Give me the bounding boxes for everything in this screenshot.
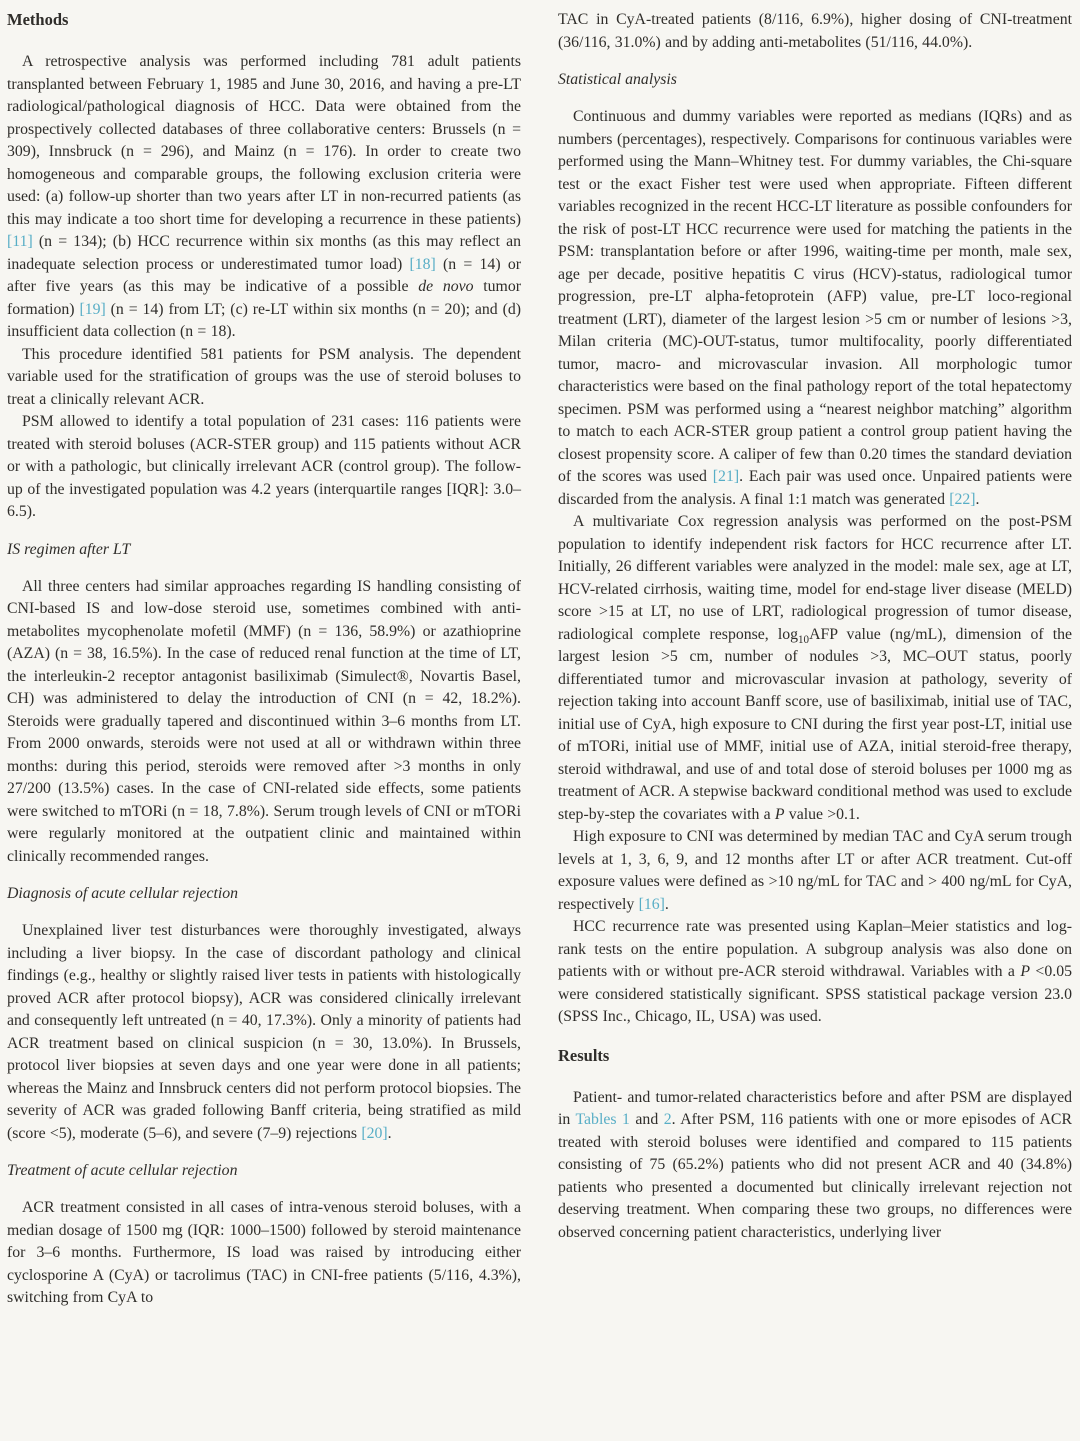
table-link[interactable]: 2 bbox=[663, 1111, 672, 1128]
paragraph bbox=[7, 1197, 521, 1310]
paragraph bbox=[558, 106, 1072, 511]
text-run: . Each pair was used once. Unpaired patients were discarded from the analysis. A final 1:1 match was generated bbox=[558, 468, 1072, 508]
text-run: . bbox=[664, 895, 669, 913]
paragraph bbox=[7, 344, 521, 412]
text-run: and bbox=[629, 1111, 664, 1128]
italic-text: P bbox=[774, 805, 785, 823]
text-run: (n = 14) from LT; (c) re-LT within six months (n = 20); and (d) insufficient data collection (n = 18). bbox=[7, 300, 521, 340]
citation-link[interactable]: [22] bbox=[949, 490, 976, 508]
citation-link[interactable]: [16] bbox=[638, 895, 665, 913]
paragraph bbox=[558, 916, 1072, 1029]
citation-link[interactable]: [18] bbox=[409, 255, 436, 273]
italic-text: de novo bbox=[418, 278, 474, 295]
text-run: (n = 134); (b) HCC recurrence within six months (as this may reflect an inadequate selection process or underestimated tumor load) bbox=[7, 233, 521, 273]
right-column bbox=[558, 9, 1072, 1244]
text-run: PSM allowed to identify a total population of 231 cases: 116 patients were treated with steroid boluses (ACR-STER group) and 115 patients without ACR or with a pathologic, but clinically irrelevant ACR (control group). The follow-up of the investigated population was 4.2 years (interquartile ranges [IQR]: 3.0–6.5). bbox=[7, 413, 521, 520]
citation-link[interactable]: [21] bbox=[712, 468, 740, 485]
text-run: HCC recurrence rate was presented using Kaplan–Meier statistics and log-rank tests on the entire population. A subgroup analysis was also done on patients with or without pre-ACR steroid withdrawal. Variables with a bbox=[558, 918, 1072, 980]
text-run: (n = 14) or after five years (as this may be indicative of a possible bbox=[7, 255, 521, 295]
text-run: AFP value (ng/mL), dimension of the largest lesion >5 cm, number of nodules >3, MC–OUT status, poorly differentiated tumor and microvascular invasion at pathology, severity of rejection taking into account Banff score, use of basiliximab, initial use of TAC, initial use of CyA, high exposure to CNI during the first year post-LT, initial use of mTORi, initial use of MMF, initial use of AZA, initial steroid-free therapy, steroid withdrawal, and use of and total dose of steroid boluses per 1000 mg as treatment of ACR. A stepwise backward conditional method was used to exclude step-by-step the covariates with a bbox=[558, 625, 1073, 823]
section-heading: Results bbox=[558, 1045, 610, 1065]
text-run: . After PSM, 116 patients with one or more episodes of ACR treated with steroid boluses were identified and compared to 115 patients consisting of 75 (65.2%) patients who did not present ACR and 40 (34.8%) patients who presented a documented but clinically irrelevant rejection not deserving treatment. When comparing these two groups, no differences were observed concerning patient characteristics, underlying liver bbox=[558, 1111, 1072, 1241]
paragraph bbox=[7, 51, 521, 344]
subsection-heading: Diagnosis of acute cellular rejection bbox=[7, 885, 239, 902]
paragraph bbox=[558, 511, 1072, 826]
citation-link[interactable]: [19] bbox=[79, 300, 106, 318]
text-run: High exposure to CNI was determined by median TAC and CyA serum trough levels at 1, 3, 6, 9, and 12 months after LT or after ACR treatment. Cut-off exposure values were defined as >10 ng/mL for TAC and > 400 ng/mL for CyA, respectively bbox=[558, 828, 1072, 913]
text-run: TAC in CyA-treated patients (8/116, 6.9%), higher dosing of CNI-treatment (36/116, 31.0%) and by adding anti-metabolites (51/116, 44.0%). bbox=[558, 11, 1072, 51]
subsection-heading: IS regimen after LT bbox=[7, 540, 131, 558]
text-run: All three centers had similar approaches regarding IS handling consisting of CNI-based IS and low-dose steroid use, sometimes combined with anti-metabolites mycophenolate mofetil (MMF) (n = 136, 58.9%) or azathioprine (AZA) (n = 38, 16.5%). In the case of reduced renal function at the time of LT, the interleukin-2 receptor antagonist basiliximab (Simulect®, Novartis Basel, CH) was administered to delay the introduction of CNI (n = 42, 18.2%). Steroids were gradually tapered and discontinued within 3–6 months from LT. From 2000 onwards, steroids were not used at all or withdrawn within three months: during this period, steroids were removed after >3 months in only 27/200 (13.5%) cases. In the case of CNI-related side effects, some patients were switched to mTORi (n = 18, 7.8%). Serum trough levels of CNI or mTORi were regularly monitored at the outpatient clinic and maintained within clinically recommended ranges. bbox=[7, 577, 521, 865]
text-run: This procedure identified 581 patients for PSM analysis. The dependent variable used for the stratification of groups was the use of steroid boluses to treat a clinically relevant ACR. bbox=[7, 345, 521, 408]
paragraph bbox=[558, 9, 1072, 54]
text-run: tumor formation) bbox=[7, 278, 521, 318]
subscript-text: 10 bbox=[798, 633, 810, 646]
paragraph bbox=[558, 1087, 1072, 1245]
paragraph bbox=[7, 576, 521, 869]
italic-text: P bbox=[1020, 963, 1031, 980]
text-run: Continuous and dummy variables were reported as medians (IQRs) and as numbers (percentages), respectively. Comparisons for continuous variables were performed using the Mann–Whitney test. For dummy variables, the Chi-square test or the exact Fisher test were used when appropriate. Fifteen different variables recognized in the recent HCC-LT literature as possible confounders for the risk of post-LT HCC recurrence were used for matching the patients in the PSM: transplantation before or after 1996, waiting-time per month, male sex, age per decade, positive hepatitis C virus (HCV)-status, radiological tumor progression, pre-LT alpha-fetoprotein (AFP) value, pre-LT loco-regional treatment (LRT), diameter of the largest lesion >5 cm or number of lesions >3, Milan criteria (MC)-OUT-status, tumor multifocality, poorly differentiated tumor, macro- and microvascular invasion. All morphologic tumor characteristics were based on the final pathology report of the total hepatectomy specimen. PSM was performed using a “nearest neighbor matching” algorithm to match to each ACR-STER group patient a control group patient having the closest propensity score. A caliper of few than 0.20 times the standard deviation of the scores was used bbox=[558, 108, 1072, 485]
citation-link[interactable]: [20] bbox=[361, 1124, 388, 1142]
text-run: A multivariate Cox regression analysis was performed on the post-PSM population to identify independent risk factors for HCC recurrence after LT. Initially, 26 different variables were analyzed in the model: male sex, age at LT, HCV-related cirrhosis, waiting time, model for end-stage liver disease (MELD) score >15 at LT, no use of LRT, radiological progression of tumor disease, radiological complete response, log bbox=[558, 513, 1072, 643]
citation-link[interactable]: [11] bbox=[7, 233, 33, 250]
subsection-heading: Statistical analysis bbox=[558, 71, 677, 88]
left-column bbox=[7, 9, 521, 1310]
text-run: . bbox=[387, 1124, 392, 1142]
text-run: Unexplained liver test disturbances were thoroughly investigated, always including a liver biopsy. In the case of discordant pathology and clinical findings (e.g., healthy or slightly raised liver tests in patients with histologically proved ACR after protocol biopsy), ACR was considered clinically irrelevant and consequently left untreated (n = 40, 17.3%). Only a minority of patients had ACR treatment based on clinical suspicion (n = 30, 13.0%). In Brussels, protocol liver biopsies at seven days and one year were done in all patients; whereas the Mainz and Innsbruck centers did not perform protocol biopsies. The severity of ACR was graded following Banff criteria, being stratified as mild (score <5), moderate (5–6), and severe (7–9) rejections bbox=[7, 922, 521, 1142]
paragraph bbox=[558, 826, 1072, 916]
section-heading: Methods bbox=[7, 10, 69, 29]
text-run: Patient- and tumor-related characteristics before and after PSM are displayed in bbox=[558, 1088, 1072, 1128]
paragraph bbox=[7, 411, 521, 524]
table-link[interactable]: Tables 1 bbox=[575, 1111, 630, 1128]
text-run: <0.05 were considered statistically significant. SPSS statistical package version 23.0 (SPSS Inc., Chicago, IL, USA) was used. bbox=[558, 963, 1072, 1025]
subsection-heading: Treatment of acute cellular rejection bbox=[7, 1162, 238, 1179]
paragraph bbox=[7, 920, 521, 1145]
text-run: A retrospective analysis was performed including 781 adult patients transplanted between February 1, 1985 and June 30, 2016, and having a pre-LT radiological/pathological diagnosis of HCC. Data were obtained from the prospectively collected databases of three collaborative centers: Brussels (n = 309), Innsbruck (n = 296), and Mainz (n = 176). In order to create two homogeneous and comparable groups, the following exclusion criteria were used: (a) follow-up shorter than two years after LT in non-recurred patients (as this may indicate a too short time for developing a recurrence in these patients) bbox=[7, 53, 521, 228]
text-run: value >0.1. bbox=[784, 805, 860, 823]
text-run: ACR treatment consisted in all cases of intra-venous steroid boluses, with a median dosage of 1500 mg (IQR: 1000–1500) followed by steroid maintenance for 3–6 months. Furthermore, IS load was raised by introducing either cyclosporine A (CyA) or tacrolimus (TAC) in CNI-free patients (5/116, 4.3%), switching from CyA to bbox=[7, 1199, 521, 1306]
text-run: . bbox=[975, 490, 980, 508]
